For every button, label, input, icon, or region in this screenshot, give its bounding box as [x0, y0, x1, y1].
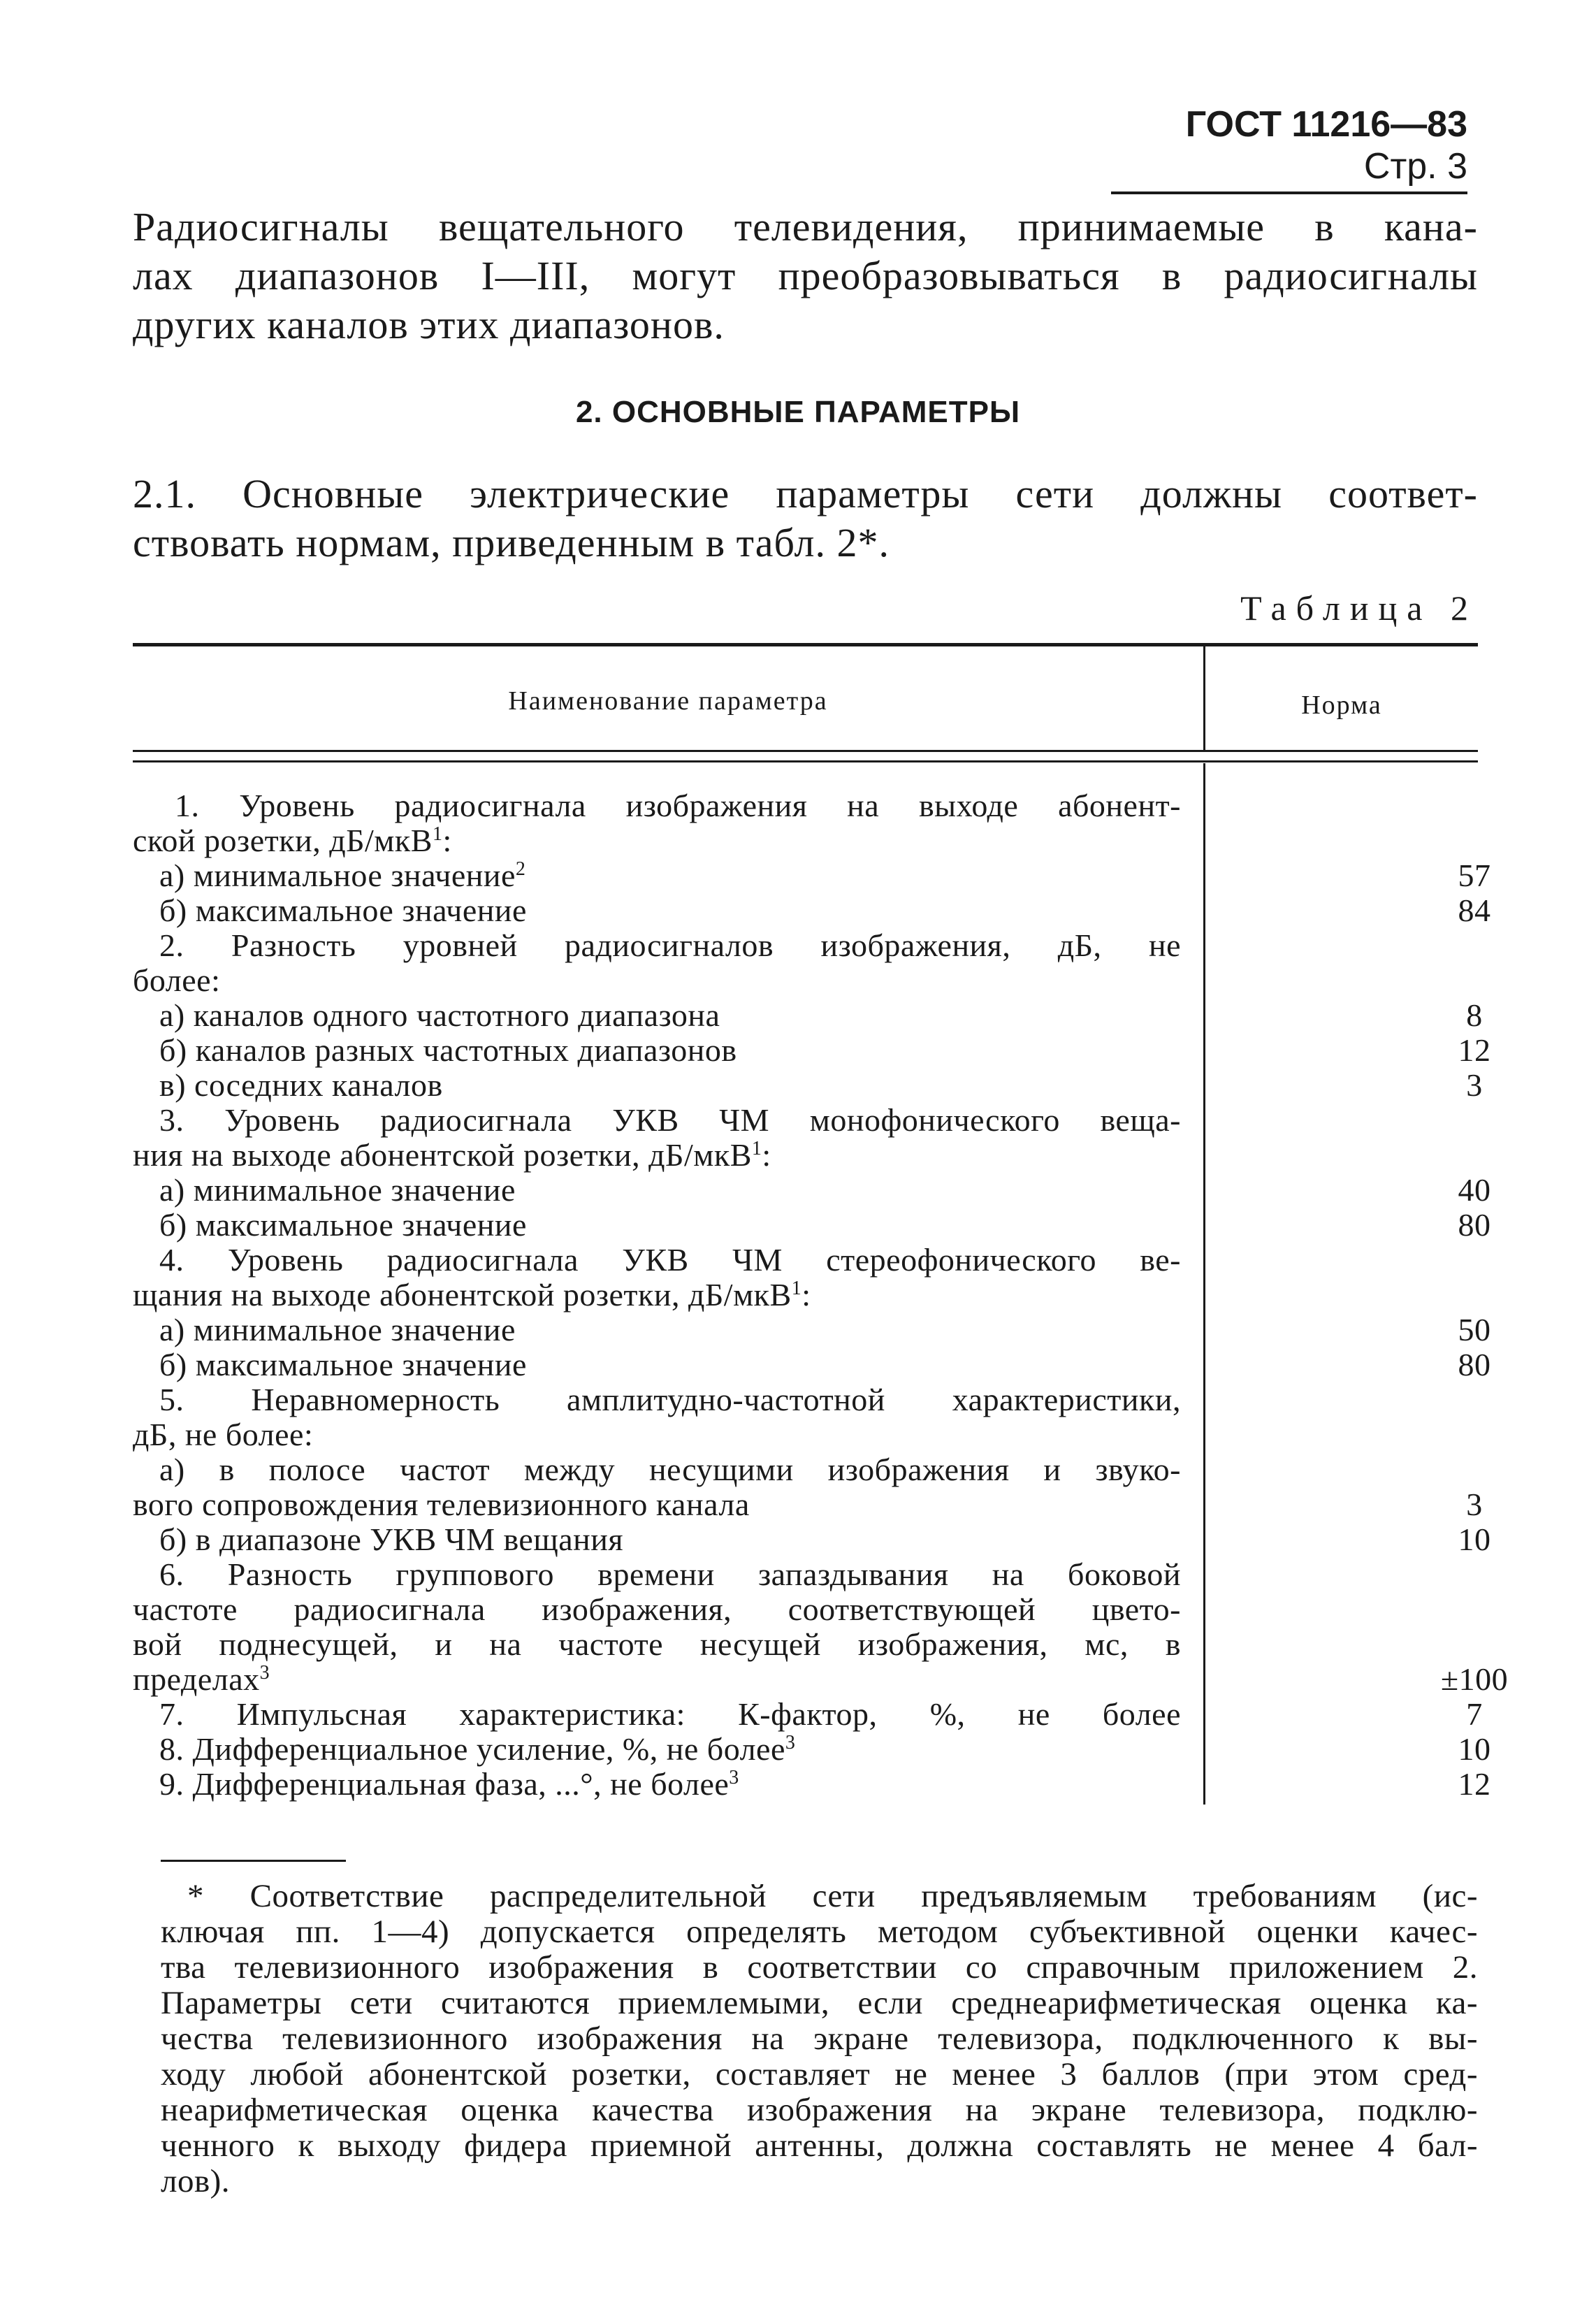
- parameter-label: 8. Дифференциальное усиление, %, не более: [159, 1731, 785, 1767]
- parameter-text: [133, 823, 1181, 858]
- parameter-label: б) каналов разных частотных диапазонов: [159, 1032, 737, 1068]
- table-row: [133, 892, 1491, 928]
- footnote-line: ключая пп. 1—4) допускается определять методом субъективной оценки качес-: [161, 1914, 1478, 1950]
- parameter-label: дБ, не более:: [133, 1417, 314, 1452]
- table-row: [133, 1382, 1478, 1417]
- parameter-text: [159, 1068, 1181, 1103]
- parameter-text: [133, 963, 1181, 998]
- parameter-label: более:: [133, 962, 221, 998]
- table-row: [133, 1172, 1491, 1208]
- parameter-text: [159, 1522, 1181, 1557]
- table-row: [133, 963, 1478, 998]
- parameter-label: б) максимальное значение: [159, 1347, 527, 1382]
- parameter-label-tail: :: [762, 1137, 771, 1173]
- parameter-label: а) минимальное значение: [159, 858, 516, 893]
- norm-value: 3: [1466, 1487, 1483, 1522]
- norm-value: 57: [1458, 858, 1491, 893]
- paragraph-line: 2.1. Основные электрические параметры сети должны соответ-: [133, 471, 1478, 516]
- table-row: [133, 823, 1478, 858]
- parameter-label: а) в полосе частот между несущими изображения и звуко-: [159, 1452, 1181, 1487]
- norm-value: 50: [1458, 1312, 1491, 1347]
- parameter-label: в) соседних каналов: [159, 1067, 443, 1103]
- footnote-ref: 3: [729, 1767, 739, 1788]
- page-number: Стр. 3: [1363, 146, 1467, 187]
- footnote-line: чества телевизионного изображения на экране телевизора, подключенного к вы-: [161, 2020, 1478, 2057]
- footnote-line: Параметры сети считаются приемлемыми, если среднеарифметическая оценка ка-: [161, 1985, 1478, 2021]
- table-top-rule: [133, 643, 1478, 646]
- table-row: [133, 1696, 1483, 1732]
- norm-value: 80: [1458, 1207, 1491, 1243]
- parameter-text: [159, 1208, 1181, 1243]
- table-row: [133, 1557, 1478, 1592]
- parameter-label: б) в диапазоне УКВ ЧМ вещания: [159, 1521, 624, 1557]
- norm-value: 12: [1458, 1766, 1491, 1802]
- footnote: [161, 1878, 1478, 2199]
- footnote-line: ходу любой абонентской розетки, составляет не менее 3 баллов (при этом сред-: [161, 2056, 1478, 2092]
- parameter-label: а) минимальное значение: [159, 1312, 516, 1347]
- parameter-label: вого сопровождения телевизионного канала: [133, 1487, 750, 1522]
- parameter-label: частоте радиосигнала изображения, соответствующей цвето-: [133, 1591, 1181, 1627]
- norm-value: ±100: [1440, 1661, 1509, 1697]
- footnote-line: * Соответствие распределительной сети предъявляемым требованиям (ис-: [187, 1878, 1478, 1914]
- section-heading: 2. ОСНОВНЫЕ ПАРАМЕТРЫ: [575, 395, 1021, 429]
- parameter-text: [159, 998, 1181, 1033]
- norm-value: 10: [1458, 1731, 1491, 1767]
- parameter-text: [175, 788, 1181, 823]
- norm-value: 8: [1466, 997, 1483, 1033]
- parameter-text: [159, 1033, 1181, 1068]
- parameter-label: пределах: [133, 1661, 260, 1697]
- norm-value: 84: [1458, 892, 1491, 928]
- parameter-label: 1. Уровень радиосигнала изображения на выходе абонент-: [175, 788, 1181, 823]
- parameter-label: 4. Уровень радиосигнала УКВ ЧМ стереофонического ве-: [159, 1242, 1181, 1278]
- table-row: [133, 1417, 1478, 1452]
- parameter-text: [159, 1382, 1181, 1417]
- paragraph-2-1: [133, 470, 1478, 567]
- footnote-line: ченного к выходу фидера приемной антенны, должна составлять не менее 4 бал-: [161, 2127, 1478, 2164]
- parameter-label: 7. Импульсная характеристика: К-фактор, %, не более: [159, 1696, 1181, 1732]
- column-header-norm: Норма: [1301, 690, 1382, 720]
- parameter-text: [159, 1313, 1181, 1347]
- table-row: [133, 1138, 1478, 1173]
- parameter-label-tail: :: [801, 1277, 811, 1313]
- parameter-label: б) максимальное значение: [159, 892, 527, 928]
- parameter-text: [159, 893, 1181, 928]
- norm-value: 3: [1466, 1067, 1483, 1103]
- parameter-text: [159, 1173, 1181, 1208]
- parameter-text: [159, 858, 1181, 893]
- table-row: [133, 997, 1483, 1033]
- footnote-ref: 1: [751, 1138, 762, 1159]
- parameter-text: [133, 1662, 1181, 1697]
- table-row: [133, 1731, 1491, 1767]
- footnote-ref: 2: [515, 858, 526, 880]
- table-row: [133, 1452, 1478, 1487]
- page-header: [1111, 103, 1467, 194]
- table-row: [133, 1207, 1491, 1243]
- footnote-rule: [161, 1860, 346, 1862]
- table-row: [133, 1627, 1478, 1662]
- parameter-label: щания на выходе абонентской розетки, дБ/мкВ: [133, 1277, 792, 1313]
- parameter-text: [159, 1103, 1181, 1138]
- parameter-text: [133, 1278, 1181, 1313]
- table-row: [133, 1766, 1491, 1802]
- table-row: [133, 1243, 1478, 1278]
- table-row: [133, 1521, 1491, 1557]
- parameter-text: [133, 1417, 1181, 1452]
- parameter-label: 6. Разность группового времени запаздывания на боковой: [159, 1556, 1181, 1592]
- table-row: [133, 1661, 1509, 1697]
- table-row: [133, 1278, 1478, 1313]
- intro-line: Радиосигналы вещательного телевидения, принимаемые в кана-: [133, 204, 1478, 250]
- norm-value: 10: [1458, 1521, 1491, 1557]
- table-body: [133, 788, 1509, 1802]
- footnote-ref: 3: [785, 1732, 796, 1754]
- footnote-line: неарифметическая оценка качества изображения на экране телевизора, подклю-: [161, 2092, 1478, 2128]
- footnote-ref: 1: [791, 1278, 802, 1299]
- norm-value: 7: [1466, 1696, 1483, 1732]
- parameter-label: а) минимальное значение: [159, 1172, 516, 1208]
- norm-value: 40: [1458, 1172, 1491, 1208]
- parameter-text: [159, 1347, 1181, 1382]
- table-row: [133, 858, 1491, 893]
- parameter-label: 9. Дифференциальная фаза, ...°, не более: [159, 1766, 730, 1802]
- table-row: [133, 1487, 1483, 1522]
- parameter-label: б) максимальное значение: [159, 1207, 527, 1243]
- table-row: [133, 1032, 1491, 1068]
- parameter-text: [133, 1487, 1181, 1522]
- parameter-text: [159, 1697, 1181, 1732]
- table-row: [133, 1312, 1491, 1347]
- parameter-label: 2. Разность уровней радиосигналов изображения, дБ, не: [159, 927, 1181, 963]
- parameter-text: [159, 1732, 1181, 1767]
- parameter-text: [133, 1138, 1181, 1173]
- table-row: [133, 1103, 1478, 1138]
- footnote-ref: 1: [432, 823, 443, 845]
- parameter-text: [159, 928, 1181, 963]
- parameter-label: ской розетки, дБ/мкВ: [133, 823, 433, 858]
- footnote-line: тва телевизионного изображения в соответствии со справочным приложением 2.: [161, 1949, 1478, 1986]
- table-row: [133, 788, 1478, 823]
- parameter-text: [159, 1243, 1181, 1278]
- footnote-line: лов).: [161, 2163, 231, 2199]
- table-header-rule: [133, 760, 1478, 762]
- table-caption: Таблица 2: [1240, 588, 1478, 628]
- intro-paragraph: [133, 203, 1478, 349]
- standard-number: ГОСТ 11216—83: [1185, 104, 1467, 145]
- parameter-label: 3. Уровень радиосигнала УКВ ЧМ монофонического веща-: [159, 1102, 1181, 1138]
- parameter-text: [159, 1452, 1181, 1487]
- parameter-label-tail: :: [442, 823, 452, 858]
- paragraph-line: ствовать нормам, приведенным в табл. 2*.: [133, 520, 890, 565]
- intro-line: лах диапазонов I—III, могут преобразовываться в радиосигналы: [133, 253, 1478, 298]
- parameter-text: [159, 1767, 1181, 1802]
- norm-value: 80: [1458, 1347, 1491, 1382]
- parameter-label: ния на выходе абонентской розетки, дБ/мкВ: [133, 1137, 752, 1173]
- footnote-ref: 3: [259, 1662, 270, 1684]
- parameter-text: [133, 1592, 1181, 1627]
- parameter-label: а) каналов одного частотного диапазона: [159, 997, 720, 1033]
- parameter-label: 5. Неравномерность амплитудно-частотной характеристики,: [159, 1382, 1181, 1417]
- table-row: [133, 1592, 1478, 1627]
- parameter-label: вой поднесущей, и на частоте несущей изображения, мс, в: [133, 1626, 1181, 1662]
- table-row: [133, 928, 1478, 963]
- parameter-text: [159, 1557, 1181, 1592]
- table-header-rule: [133, 750, 1478, 752]
- intro-line: других каналов этих диапазонов.: [133, 302, 725, 347]
- column-header-parameter: Наименование параметра: [508, 686, 828, 716]
- table-row: [133, 1067, 1483, 1103]
- parameter-text: [133, 1627, 1181, 1662]
- norm-value: 12: [1458, 1032, 1491, 1068]
- table-row: [133, 1347, 1491, 1382]
